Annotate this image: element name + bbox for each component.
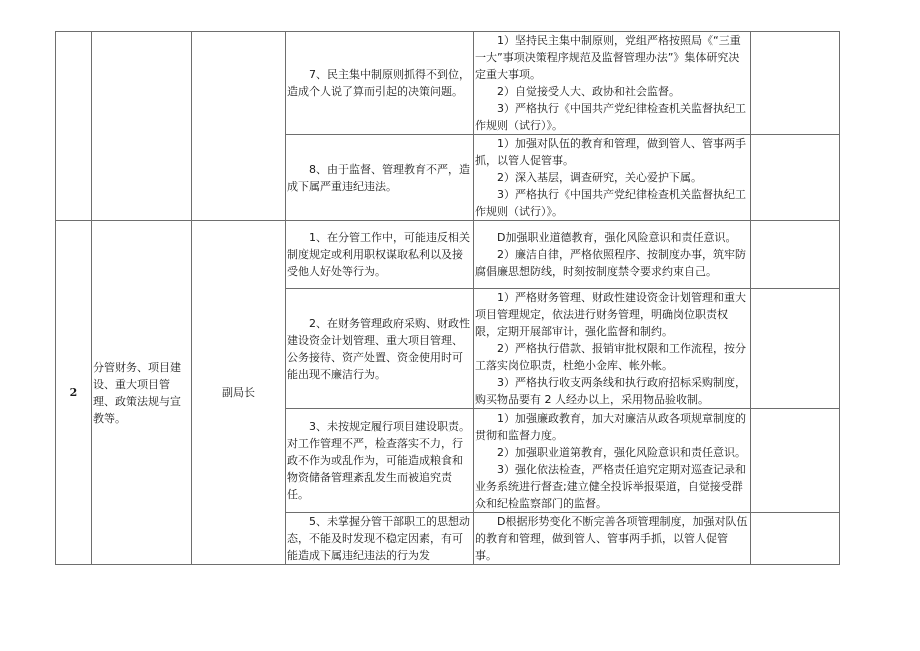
- measures-cell: [474, 513, 751, 565]
- position-cell: 副局长: [192, 221, 286, 565]
- measure-item: 2）廉洁自律，严格依照程序、按制度办事，筑牢防腐倡廉思想防线，时刻按制度禁令要求约束自己。: [475, 248, 746, 278]
- duties-cell: [92, 32, 192, 221]
- measure-item: D根据形势变化不断完善各项管理制度，加强对队伍的教育和管理，做到管人、管事两手抓，以管人促管事。: [475, 515, 748, 562]
- measure-item: 2）自觉接受人大、政协和社会监督。: [497, 85, 680, 98]
- note-cell: [751, 135, 840, 221]
- risk-point-cell: 7、民主集中制原则抓得不到位，造成个人说了算而引起的决策问题。: [286, 32, 474, 135]
- measure-item: 2）严格执行借款、报销审批权限和工作流程，按分工落实岗位职责，杜绝小金库、帐外帐。: [475, 342, 746, 372]
- note-cell: [751, 32, 840, 135]
- number-cell: 2: [56, 221, 92, 565]
- risk-point-cell: 5、未掌握分管干部职工的思想动态，不能及时发现不稳定因素，有可能造成下属违纪违法的行为发: [286, 513, 474, 565]
- measures-cell: [474, 409, 751, 513]
- note-cell: [751, 221, 840, 289]
- measure-item: 1）严格财务管理、财政性建设资金计划管理和重大项目管理规定，依法进行财务管理，明确岗位职责权限，定期开展部审计，强化监督和制约。: [475, 291, 746, 338]
- table-row: [56, 32, 840, 135]
- note-cell: [751, 289, 840, 409]
- measure-item: 3）严格执行收支两条线和执行政府招标采购制度，购买物品要有 2 人经办以上，采用物品验收制。: [475, 376, 746, 406]
- note-cell: [751, 513, 840, 565]
- note-cell: [751, 409, 840, 513]
- risk-point-cell: 1、在分管工作中，可能违反相关制度规定或利用职权谋取私利以及接受他人好处等行为。: [286, 221, 474, 289]
- number-cell: [56, 32, 92, 221]
- measures-cell: [474, 135, 751, 221]
- measure-item: 1）坚持民主集中制原则，党组严格按照局《“三重一大”事项决策程序规范及监督管理办法”》集体研究决定重大事项。: [475, 34, 741, 81]
- measure-item: 3）严格执行《中国共产党纪律检查机关监督执纪工作规则（试行）》。: [475, 102, 746, 132]
- measure-item: 3）严格执行《中国共产党纪律检查机关监督执纪工作规则（试行）》。: [475, 188, 746, 218]
- duties-cell: 分管财务、项目建设、重大项目管理、政策法规与宣教等。: [92, 221, 192, 565]
- risk-point-cell: 8、由于监督、管理教育不严，造成下属严重违纪违法。: [286, 135, 474, 221]
- measure-item: 2）加强职业道第教育，强化风险意识和责任意识。: [497, 445, 746, 459]
- risk-control-table: [55, 31, 840, 565]
- measure-item: 1）加强廉政教育，加大对廉洁从政各项规章制度的贯彻和监督力度。: [475, 411, 746, 442]
- risk-point-cell: 2、在财务管理政府采购、财政性建设资金计划管理、重大项目管理、公务接待、资产处置、资金使用时可能出现不廉洁行为。: [286, 289, 474, 409]
- measure-item: 3）强化依法检查，严格责任追究定期对巡查记录和业务系统进行督查;建立健全投诉举报渠道，自觉接受群众和纪检监察部门的监督。: [475, 462, 746, 510]
- measures-cell: [474, 32, 751, 135]
- measure-item: D加强职业道德教育，强化风险意识和责任意识。: [497, 231, 737, 244]
- risk-point-cell: 3、未按规定履行项目建设职责。对工作管理不严，检查落实不力，行政不作为或乱作为，可能造成粮食和物资储备管理紊乱发生而被追究责任。: [286, 409, 474, 513]
- position-cell: [192, 32, 286, 221]
- measure-item: 2）深入基层，调查研究，关心爱护下属。: [497, 171, 702, 184]
- measure-item: 1）加强对队伍的教育和管理，做到管人、管事两手抓，以管人促管事。: [475, 137, 746, 167]
- measures-cell: [474, 221, 751, 289]
- table-row: [56, 221, 840, 289]
- measures-cell: [474, 289, 751, 409]
